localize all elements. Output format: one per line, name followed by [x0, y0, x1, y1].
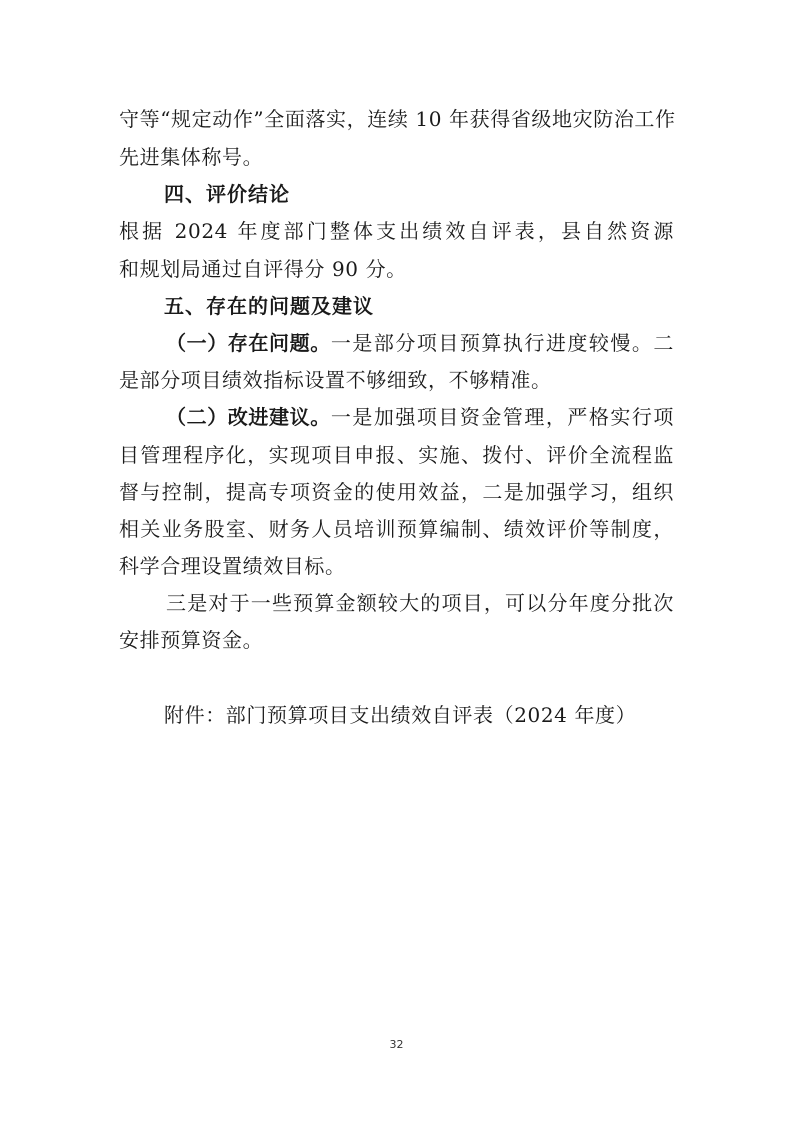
- paragraph-line: 和规划局通过自评得分 90 分。: [119, 257, 407, 281]
- paragraph-line: 先进集体称号。: [119, 145, 264, 169]
- subheading-improvement-suggestions: （二）改进建议。: [166, 405, 331, 429]
- paragraph-line: 安排预算资金。: [119, 628, 264, 652]
- paragraph-line: 根据 2024 年度部门整体支出绩效自评表，县自然资源: [119, 219, 674, 243]
- paragraph-line: 督与控制，提高专项资金的使用效益，二是加强学习，组织: [119, 480, 674, 504]
- paragraph-line-existing-problems: [166, 325, 674, 361]
- paragraph-line-improvement-suggestions: [166, 399, 674, 435]
- page-number: 32: [389, 1038, 404, 1051]
- subheading-existing-problems: （一）存在问题。: [166, 331, 331, 355]
- paragraph-line: 科学合理设置绩效目标。: [119, 554, 346, 578]
- section-heading-problems-suggestions: 五、存在的问题及建议: [164, 294, 374, 318]
- paragraph-text: 一是部分项目预算执行进度较慢。二: [330, 331, 674, 355]
- paragraph-line: 守等“规定动作”全面落实，连续 10 年获得省级地灾防治工作: [119, 107, 676, 131]
- paragraph-line: 目管理程序化，实现项目申报、实施、拨付、评价全流程监: [119, 443, 674, 467]
- paragraph-line: 三是对于一些预算金额较大的项目，可以分年度分批次: [166, 591, 674, 615]
- paragraph-text: 一是加强项目资金管理，严格实行项: [330, 405, 674, 429]
- attachment-line: 附件：部门预算项目支出绩效自评表（2024 年度）: [164, 703, 637, 727]
- paragraph-line: 相关业务股室、财务人员培训预算编制、绩效评价等制度，: [119, 517, 674, 541]
- paragraph-line: 是部分项目绩效指标设置不够细致，不够精准。: [119, 368, 552, 392]
- section-heading-evaluation-conclusion: 四、评价结论: [164, 182, 290, 206]
